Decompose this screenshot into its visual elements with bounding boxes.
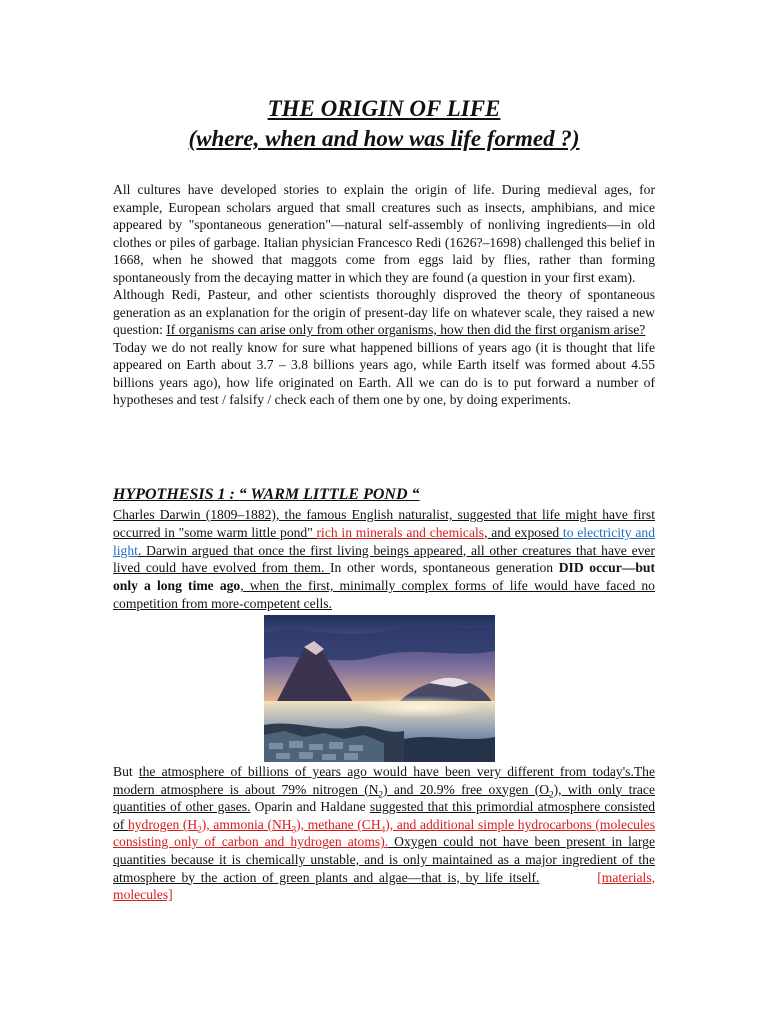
- hyp-red-text: rich in minerals and chemicals: [316, 524, 485, 540]
- hypothesis-1-paragraph: [113, 506, 655, 613]
- gas-ammonia: ), ammonia (NH: [201, 816, 292, 832]
- intro-paragraph-3: Today we do not really know for sure what happened billions of years ago (it is thought that life appeared on Earth about 3.7 – 3.8 billions years ago, while Earth itself was formed about 4.55 billions years ago), how life originated on Earth. All we can do is to put forward a number of hypotheses and test / falsify / check each of them one by one, by doing experiments.: [113, 339, 655, 407]
- landscape-image-icon: [264, 615, 495, 762]
- hyp-text-1b: , and exposed: [484, 524, 563, 540]
- hydrogen-subscript: 2: [197, 824, 202, 835]
- gas-methane: ), methane (CH: [296, 816, 381, 832]
- hyp-text-1: Charles Darwin (1809–1882), the famous English naturalist, suggested that life might have first occurred in "some warm little pond": [113, 507, 655, 540]
- methane-subscript: 4: [380, 824, 386, 835]
- intro-paragraph-1: All cultures have developed stories to explain the origin of life. During medieval ages, for example, European scholars argued that small creatures such as insects, amphibians, and mice appeared by "spontaneous generation"—natural self-assembly of nonliving ingredients—in old clothes or piles of garbage. Italian physician Francesco Redi (1626?–1698) challenged this belief in 1668, when he showed that maggots come from eggs laid by flies, rather than forming spontaneously from the decaying matter in which they are found (a question in your first exam).: [113, 182, 655, 285]
- gas-hydrocarbons: ), and additional simple hydrocarbons (molecules consisting only of carbon and hydrogen atoms).: [113, 816, 655, 850]
- ammonia-subscript: 3: [291, 824, 297, 835]
- atm-text-2b: ) and 20.9% free oxygen (O: [383, 781, 550, 797]
- gas-hydrogen: hydrogen (H: [127, 816, 198, 832]
- page-subtitle: (where, when and how was life formed ?): [188, 126, 580, 151]
- hyp-text-2: In other words, spontaneous generation: [330, 560, 559, 576]
- hyp-blue-text: to electricity and light: [113, 524, 655, 558]
- hyp-bold-1: DID occur: [558, 560, 622, 576]
- atm-text-2a: The modern atmosphere is about 79% nitrogen (N: [113, 764, 655, 797]
- intro-section: [113, 181, 655, 409]
- intro-p2-text: Although Redi, Pasteur, and other scientists thoroughly disproved the theory of spontaneous generation as an explanation for the origin of present-day life on whatever scale, they raised a new question:: [113, 287, 655, 337]
- atm-text-4: Oxygen could not have been present in large quantities because it is chemically unstable, and is only maintained as a major ingredient of the atmosphere by the action of green plants and algae—that is, by life itself.: [113, 834, 655, 885]
- materials-note: [materials, molecules]: [113, 869, 656, 903]
- hyp-bold-2: —but only a long time ago: [113, 560, 656, 594]
- atm-underlined-3: suggested that this primordial atmosphere consisted of: [113, 799, 656, 832]
- oxygen-subscript: 2: [549, 789, 554, 800]
- atm-text-3: Oparin and Haldane: [250, 799, 370, 815]
- hyp-text-end: , when the first, minimally complex forms of life would have faced no competition from more-competent cells.: [113, 578, 655, 611]
- primordial-landscape-illustration: [264, 615, 495, 762]
- atm-text-2c: ), with only trace quantities of other gases.: [113, 781, 656, 815]
- intro-paragraph-2: [113, 286, 655, 339]
- atm-text-1: But: [113, 764, 139, 779]
- hyp-text-1c: . Darwin argued that once the first living beings appeared, all other creatures that have ever lived could have evolved from them.: [113, 542, 655, 576]
- atmosphere-paragraph: [113, 763, 655, 904]
- atm-underlined-1: the atmosphere of billions of years ago would have been very different from today's.: [138, 764, 634, 779]
- intro-question: If organisms can arise only from other organisms, how then did the first organism arise?: [166, 322, 646, 337]
- nitrogen-subscript: 2: [378, 789, 384, 800]
- page-title: THE ORIGIN OF LIFE: [267, 96, 501, 121]
- hypothesis-1-heading: HYPOTHESIS 1 : “ WARM LITTLE POND “: [113, 486, 420, 503]
